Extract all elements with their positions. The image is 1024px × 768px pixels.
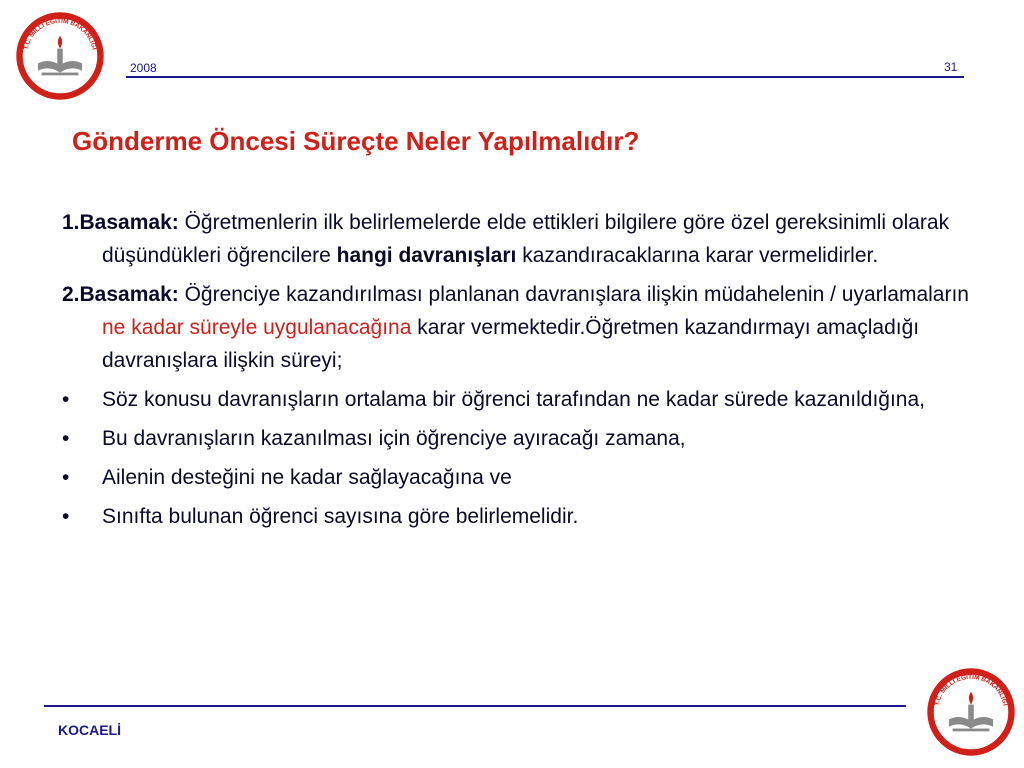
step-2 — [62, 278, 972, 377]
step-1-label: 1.Basamak: — [62, 211, 179, 234]
bullet-item — [62, 500, 972, 533]
ministry-logo-top — [14, 10, 106, 102]
svg-text:T.C. MİLLİ EĞİTİM BAKANLIĞI: T.C. MİLLİ EĞİTİM BAKANLIĞI — [933, 673, 1009, 707]
bullet-text: Sınıfta bulunan öğrenci sayısına göre belirlemelidir. — [102, 505, 579, 528]
footer-divider — [44, 705, 906, 707]
ministry-emblem-icon — [925, 666, 1017, 758]
ministry-emblem-icon — [14, 10, 106, 102]
header-year: 2008 — [130, 61, 157, 75]
bullet-item — [62, 383, 972, 416]
step-1-text-b: kazandıracaklarına karar vermelidirler. — [516, 244, 879, 267]
bullet-text: Bu davranışların kazanılması için öğrenciye ayıracağı zamana, — [102, 427, 686, 450]
footer-location: KOCAELİ — [58, 722, 121, 738]
step-1 — [62, 206, 972, 272]
step-1-bold-text: hangi davranışları — [336, 244, 517, 267]
bullet-item — [62, 461, 972, 494]
bullet-icon: • — [62, 388, 70, 411]
step-2-text-b: karar vermektedir.Öğretmen kazandırmayı amaçladığı davranışlara ilişkin süreyi; — [102, 316, 920, 372]
bullet-icon: • — [62, 427, 70, 450]
bullet-text: Söz konusu davranışların ortalama bir öğrenci tarafından ne kadar sürede kazanıldığına, — [102, 388, 925, 411]
header-divider — [126, 76, 964, 78]
step-2-text-a: Öğrenciye kazandırılması planlanan davranışlara ilişkin müdahelenin / uyarlamaların — [178, 283, 969, 306]
step-2-label: 2.Basamak: — [62, 283, 179, 306]
bullet-icon: • — [62, 505, 70, 528]
slide-title: Gönderme Öncesi Süreçte Neler Yapılmalıdır? — [72, 126, 640, 156]
bullet-item — [62, 422, 972, 455]
step-2-highlight-text: ne kadar süreyle uygulanacağına — [102, 316, 412, 339]
svg-text:T.C. MİLLİ EĞİTİM BAKANLIĞI: T.C. MİLLİ EĞİTİM BAKANLIĞI — [22, 17, 98, 51]
bullet-icon: • — [62, 466, 70, 489]
page-number: 31 — [944, 60, 958, 74]
ministry-logo-bottom — [925, 666, 1017, 758]
bullet-text: Ailenin desteğini ne kadar sağlayacağına ve — [102, 466, 512, 489]
step-1-text-a: Öğretmenlerin ilk belirlemelerde elde ettikleri bilgilere göre özel gereksinimli olarak düşündükleri öğrencilere — [102, 211, 950, 267]
slide-content — [62, 206, 972, 539]
